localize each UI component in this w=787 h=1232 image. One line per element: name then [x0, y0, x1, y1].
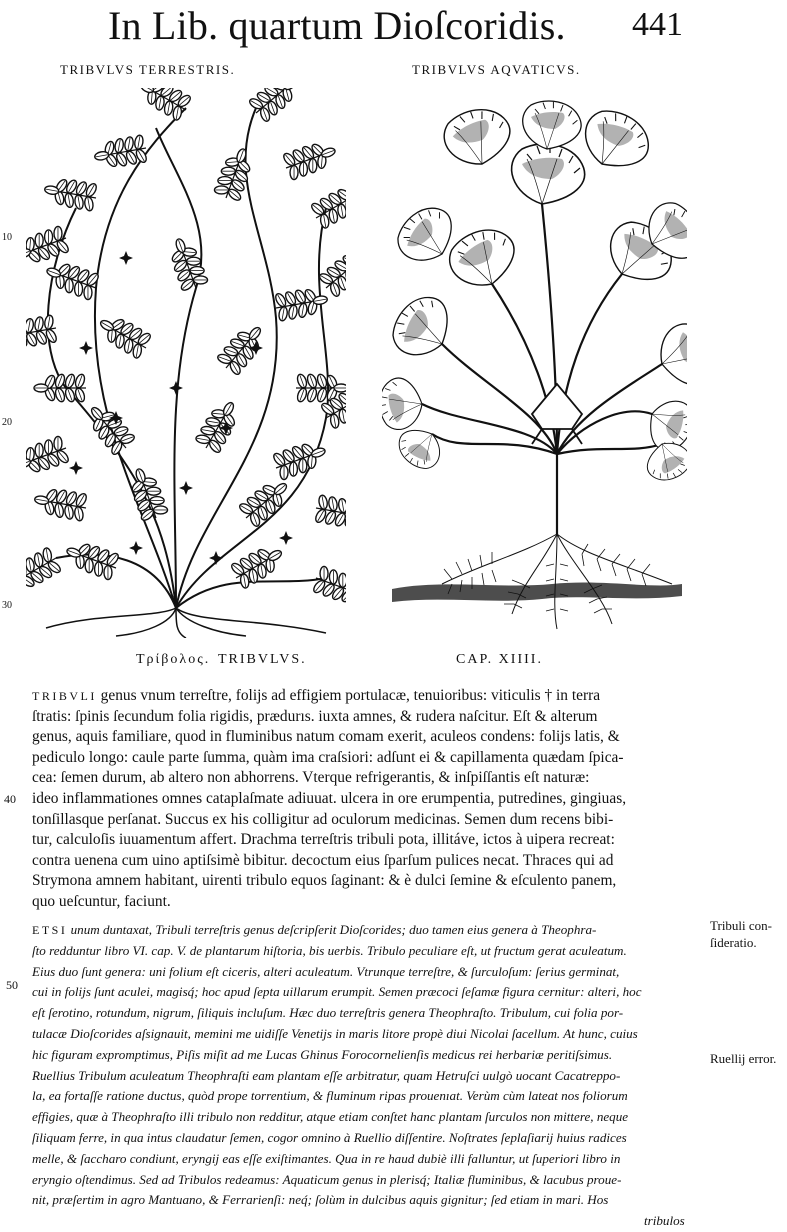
margin-line-number: 10: [2, 232, 12, 243]
tribulus-terrestris-woodcut: [26, 88, 346, 638]
side-note-consideratio: Tribuli con- ſideratio.: [710, 918, 772, 950]
plate-label-aquaticus: TRIBVLVS AQVATICVS.: [412, 62, 581, 77]
commentary-line: Eius duo ſunt genera: uni folium eſt ciceris, alteri aculeatum. Vtrunque terreſtre, & ſurculoſum: ſerius germinat,: [32, 963, 620, 979]
commentary-line: eſt ſerotino, rotundum, nigrum, ſiliquis incluſum. Hæc duo terreſtris genera Theophraſto. Tribulum, cui folia por-: [32, 1005, 624, 1021]
text-line: contra uenena cum uino aptiſsimè bibitur. decoctum eius ſparſum pulices necat. Thraces qui ad: [32, 851, 614, 869]
text-line: pediculo longo: caule parte ſumma, quàm ima craſsiori: adſunt ei & capillamenta quædam ſpica-: [32, 748, 624, 766]
commentary-line: tulacæ Dioſcorides aſsignauit, memini me uidiſſe Venetijs in maris litore propè diui Nicolai ſacellum. At hunc, cuius: [32, 1025, 638, 1041]
text-line: Strymona amnem habitant, uirenti tribulo equos ſaginant: & è dulci ſemine & eſculento panem,: [32, 872, 617, 890]
commentary-line: ETSI unum duntaxat, Tribuli terreſtris genus deſcripſerit Dioſcorides; duo tamen eius genera à Theophra-: [32, 922, 597, 937]
dropcap: ETSI: [32, 923, 68, 937]
commentary-line: eryngio oſtendimus. Sed ad Tribulos redeamus: Aquaticum genus in plerisq́; Italiæ fluminibus, & lacubus proue-: [32, 1171, 622, 1187]
text-line: quo ueſcuntur, faciunt.: [32, 892, 171, 910]
dropcap: TRIBVLI: [32, 689, 97, 703]
tribulus-aquaticus-woodcut: [382, 84, 687, 634]
catchword: tribulos: [644, 1213, 685, 1229]
text-line: TRIBVLI genus vnum terreſtre, folijs ad effigiem portulacæ, tenuioribus: viticulis † in terra: [32, 687, 601, 704]
main-text-block: [32, 686, 708, 913]
text-line: tur, calculoſis iuuamentum affert. Drachma terreſtris tribuli pota, illitáve, ictos à uipera recreat:: [32, 831, 615, 849]
commentary-line: Ruellius Tribulum aculeatum Theophraſti eam plantam eſſe arbitratur, quam Hetruſci uulgò uocant Cacatreppo-: [32, 1067, 621, 1083]
page-number: 441: [632, 6, 683, 43]
commentary-line: melle, & ſaccharo condiunt, eryngij eas eſſe exiſtimantes. Qua in re haud dubiè illi falluntur, ut ſuperiori libro in: [32, 1150, 621, 1166]
commentary-line: cui in folijs ſunt aculei, magisq́; hoc apud ſepta uillarum erumpit. Semen præcoci ſeſamæ figura cernitur: alteri, hoc: [32, 984, 642, 1000]
commentary-line: nit, præſertim in agro Mantuano, & Ferrarienſi: neq́; ſolùm in dulcibus aquis gignitur; ſed etiam in mari. Hos: [32, 1192, 609, 1208]
text-line: genus, aquis familiare, quod in fluminibus natum comam exerit, aculeos condens: folijs latis, &: [32, 728, 620, 746]
caption-chapter-number: CAP. XIIII.: [456, 652, 543, 667]
commentary-line: ſto redduntur libro VI. cap. V. de plantarum hiſtoria, bis uerbis. Tribulo peculiare eſt, ut fructum gerat aculeatum.: [32, 942, 627, 958]
commentary-line: hic figuram expromptimus, Piſis miſit ad me Lucas Ghinus Forocornelienſis medicus rei herbariæ peritiſsimus.: [32, 1046, 613, 1062]
caption-greek-name: Τρίβολος.: [136, 652, 211, 667]
text-line: ſtratis: ſpinis ſecundum folia rigidis, prædurıs. iuxta amnes, & rudera naſcitur. Eſt & alterum: [32, 707, 598, 725]
plate-label-terrestris: TRIBVLVS TERRESTRIS.: [60, 62, 236, 77]
commentary-block: [32, 920, 707, 1232]
margin-line-number: 20: [2, 417, 12, 428]
commentary-line: ſiliquam ferre, in qua intus claudatur ſemen, cogor omnino à Ruellio diſſentire. Noſtrates ſeplaſiarij huius radices: [32, 1129, 627, 1145]
text-line: tonſillasque perſanat. Succus ex his colligitur ad oculorum medicinas. Semen dum recens bibi-: [32, 810, 614, 828]
commentary-line: la, ea fortaſſe ratione ductus, quòd prope torrentium, & fluminum ripas prouenıat. Verùm cùm lateat nos foliorum: [32, 1088, 628, 1104]
text-line: ideo inflammationes omnes cataplaſmate adiuuat. ulcera in ore erumpentia, putredines, gingiuas,: [32, 789, 627, 807]
commentary-line: effigies, quæ à Theophraſto illi tribulo non redditur, atque etiam conſtet hanc plantam ſurculos non mittere, neque: [32, 1109, 629, 1125]
text-line: cea: ſemen durum, ab altero non abhorrens. Vterque refrigerantis, & inſpiſſantis eſt naturæ:: [32, 769, 590, 787]
margin-line-number: 40: [4, 792, 16, 806]
margin-line-number: 30: [2, 600, 12, 611]
side-note-ruellij-error: Ruellij error.: [710, 1051, 777, 1066]
running-head-title: In Lib. quartum Dioſcoridis.: [108, 3, 566, 48]
margin-line-number: 50: [6, 978, 18, 992]
caption-tribulus: TRIBVLVS.: [218, 652, 307, 667]
